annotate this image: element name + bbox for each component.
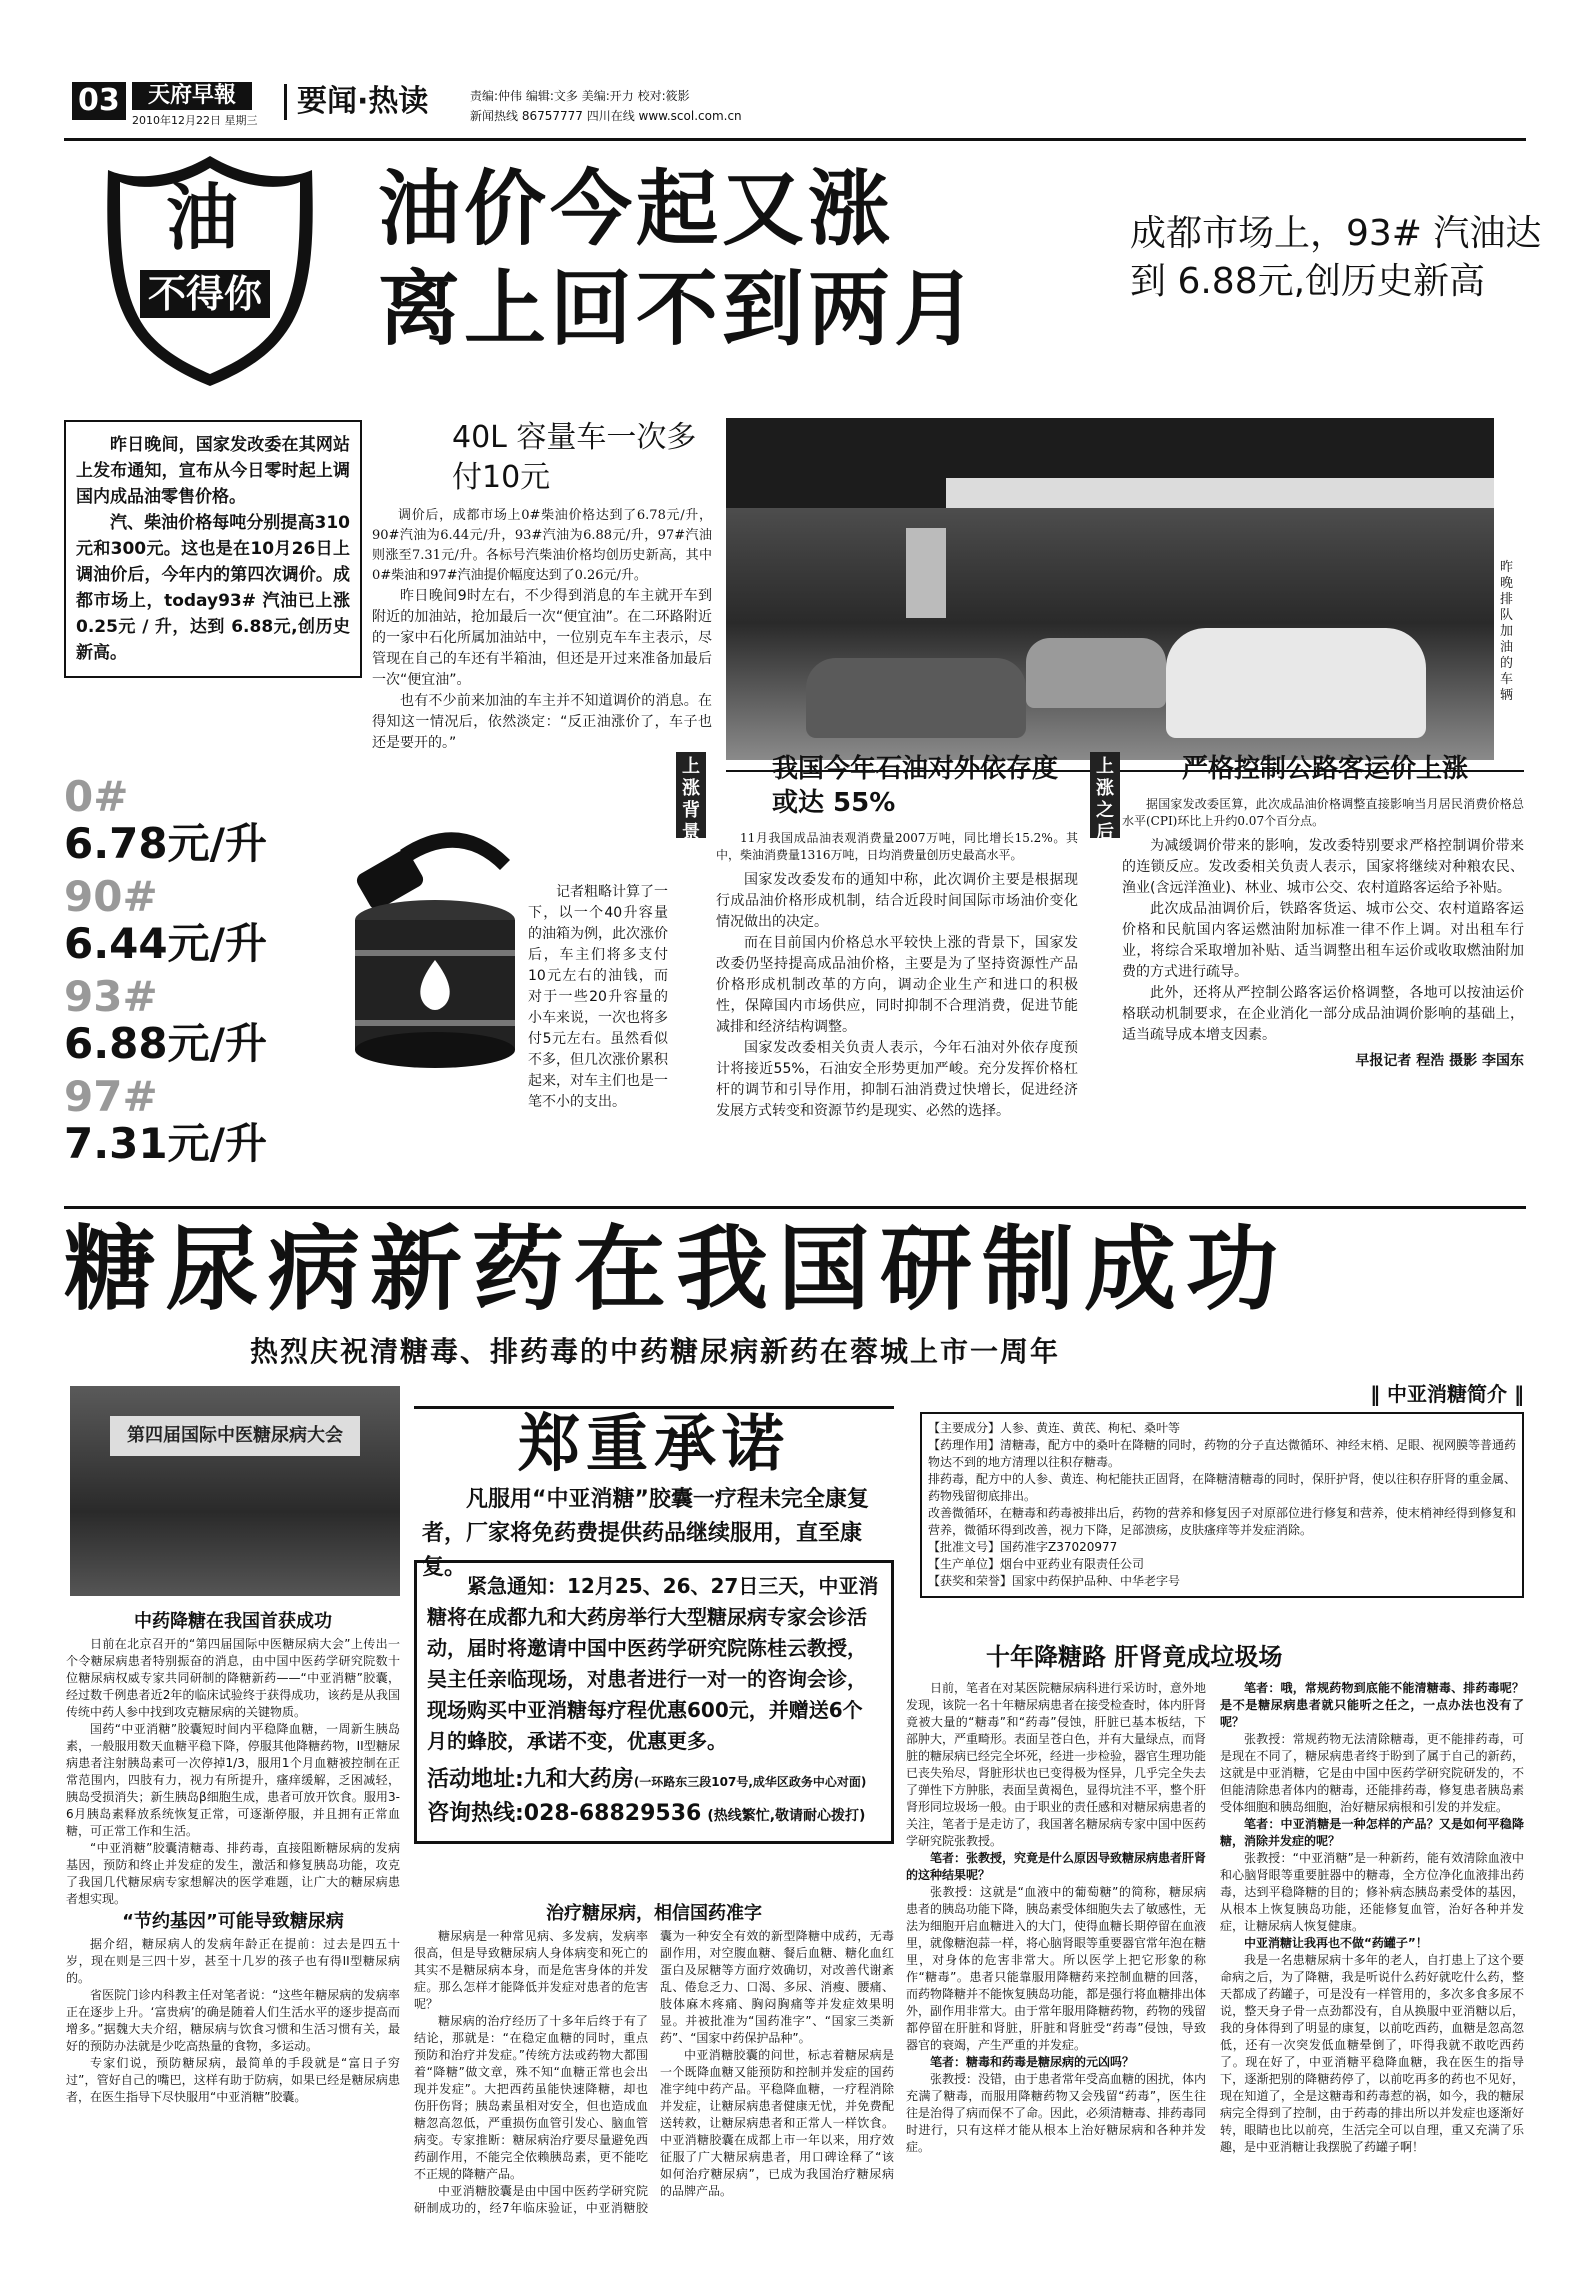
column-paragraph: 据介绍，糖尿病人的发病年龄正在提前：过去是四五十岁，现在则是三四十岁，甚至十几岁的孩子也有得II型糖尿病的。 [66, 1937, 400, 1985]
headline-deck: 成都市场上，93# 汽油达到 6.88元,创历史新高 [1130, 213, 1542, 302]
intro-title: ‖ 中亚消糖简介 ‖ [1370, 1382, 1524, 1406]
oil-barrel-icon [340, 820, 530, 1070]
story3-paragraph: 此次成品油调价后，铁路客货运、城市公交、农村道路客运价格和民航国内客运燃油附加标准一律不作上调。对出租车行业，将综合采取增加补贴、适当调整出租车运价或收取燃油附加费的方式进行疏导。 [1122, 901, 1524, 980]
column-paragraph: 日前在北京召开的“第四届国际中医糖尿病大会”上传出一个令糖尿病患者特别振奋的消息，由中国中医药学研究院数十位糖尿病权威专家共同研制的降糖新药——“中亚消糖”胶囊，经过数千例患者近2年的临床试验终于获得成功，该药是从我国传统中药人参中找到攻克糖尿病的关键物质。 [66, 1637, 400, 1719]
price-value: 6.88元/升 [64, 1019, 267, 1068]
column-paragraph: 糖尿病是一种常见病、多发病，发病率很高，但是导致糖尿病人身体病变和死亡的其实不是糖尿病本身，而是危害身体的并发症。那么怎样才能降低并发症对患者的危害呢？ [414, 1929, 648, 2011]
section-title: 要闻·热读 [284, 84, 428, 120]
side-story-continued [528, 882, 668, 1113]
ad-column-3 [906, 1680, 1206, 2270]
ad-column-4 [1220, 1680, 1524, 2270]
ad-column-3-head-wrap [906, 1640, 1524, 1674]
intro-line: 【主要成分】人参、黄连、黄芪、枸杞、桑叶等 [928, 1421, 1181, 1435]
price-item [64, 1072, 267, 1169]
story2-headline: 我国今年石油对外依存度或达 55% [772, 754, 1059, 818]
product-intro [920, 1380, 1524, 1598]
column-question: 笔者：糖毒和药毒是糖尿病的元凶吗？ [930, 2055, 1135, 2069]
newspaper-logo: 天府早報 [132, 82, 252, 110]
byline: 早报记者 程浩 摄影 李国东 [1355, 1053, 1524, 1069]
ad-headline: 糖尿病新药在我国研制成功 [64, 1216, 1289, 1323]
headline-line-2: 离上回不到两月 [378, 262, 981, 357]
story-transport-prices [1122, 752, 1524, 1070]
conference-photo [70, 1386, 400, 1596]
intro-line: 【批准文号】国药准字Z37020977 [928, 1540, 1118, 1554]
column-paragraph: 张教授：没错，由于患者常年受高血糖的困扰，体内充满了糖毒，而服用降糖药物又会残留“药毒”，医生往往是治得了病而保不了命。因此，必须清糖毒、排药毒同时进行，只有这样才能从根本上治好糖尿病和各种并发症。 [906, 2072, 1206, 2154]
photo-caption: 昨晚排队加油的车辆 [1500, 560, 1514, 703]
column-paragraph: 中亚消糖胶囊是由中国中医药学研究院研制成功的，经7年临床验证，中亚消糖胶囊为一种安全有效的新型降糖中成药，无毒副作用，对空腹血糖、餐后血糖、糖化血红蛋白及尿糖等方面疗效确切，对改善代谢紊乱、倦怠乏力、口渴、多尿、消瘦、腰痛、肢体麻木疼痛、胸闷胸痛等并发症效果明显。并被批准为“国药准字”、“国家三类新药”、“国家中药保护品种”。 [414, 1929, 894, 2215]
price-value: 7.31元/升 [64, 1119, 267, 1168]
top-rule [64, 138, 1526, 141]
address-detail: (一环路东三段107号,成华区政务中心对面) [633, 1775, 867, 1789]
story3-paragraph: 为减缓调价带来的影响，发改委特别要求严格控制调价带来的连锁反应。发改委相关负责人表示，国家将继续对种粮农民、渔业(含远洋渔业)、林业、城市公交、农村道路客运给予补贴。 [1122, 838, 1524, 896]
ad-column-1 [66, 1608, 400, 2268]
emergency-notice [414, 1560, 894, 1844]
story3-paragraph: 此外，还将从严控制公路客运价格调整，各地可以按油运价格联动机制要求，在企业消化一部分成品油调价影响的基础上，适当疏导成本增支因素。 [1122, 985, 1524, 1043]
story3-headline: 严格控制公路客运价上涨 [1182, 754, 1469, 784]
column-paragraph: 日前，笔者在对某医院糖尿病科进行采访时，意外地发现，该院一名十年糖尿病患者在接受检查时，体内肝肾竟被大量的“糖毒”和“药毒”侵蚀，肝脏已基本板结，下部肿大，严重畸形。表面呈苍白色，并有大量绿点，而肾脏的糖尿病已经完全坏死，经进一步检验，器官生理功能已丧失殆尽，肾脏形状也已变得极为怪异，几乎完全失去了弹性下方肿胀，表面呈黄褐色，显得坑洼不平，整个肝肾形同垃圾场一般。由于职业的责任感和对糖尿病患者的关注，笔者于是走访了，我国著名糖尿病专家中国中医药学研究院张教授。 [906, 1681, 1206, 1848]
column-paragraph: 国药“中亚消糖”胶囊短时间内平稳降血糖，一周新生胰岛素，一般服用数天血糖平稳下降，停服其他降糖药物，II型糖尿病患者注射胰岛素可一次停掉1/3，服用1个月血糖被控制在正常范围内，四肢有力，视力有所提升，瘙痒缓解，乏困减轻，胰岛受损消失；新生胰岛β细胞生成，患者可放开饮食。服用3-6月胰岛素释放系统恢复正常，可逐渐停服，并且拥有正常血糖，可正常工作和生活。 [66, 1722, 400, 1838]
notice-text: 紧急通知：12月25、26、27日三天，中亚消糖将在成都九和大药房举行大型糖尿病专家会诊活动，届时将邀请中国中医药学研究院陈桂云教授，吴主任亲临现场，对患者进行一对一的咨询会诊，现场购买中亚消糖每疗程优惠600元，并赠送6个月的蜂胶，承诺不变，优惠更多。 [427, 1574, 879, 1753]
column-paragraph: “中亚消糖”胶囊清糖毒、排药毒，直接阻断糖尿病的发病基因，预防和终止并发症的发生，激活和修复胰岛功能，攻克了我国几代糖尿病专家想解决的医学难题，让广大的糖尿病患者想实现。 [66, 1841, 400, 1906]
story2-paragraph: 而在目前国内价格总水平较快上涨的背景下，国家发改委仍坚持提高成品油价格，主要是为了坚持资源性产品价格形成机制改革的方向，调动企业生产和进口的积极性，保障国内市场供应，同时抑制不合理消费，促进节能减排和经济结构调整。 [716, 935, 1078, 1035]
lead-paragraph: 汽、柴油价格每吨分别提高310元和300元。这也是在10月26日上调油价后，今年内的第四次调价。成都市场上，today93# 汽油已上涨 0.25元 / 升，达到 6.88元,创历史新高。 [76, 513, 350, 663]
hotline-line: 新闻热线 86757777 四川在线 www.scol.com.cn [470, 109, 742, 123]
price-code: 93# [64, 972, 158, 1021]
intro-box [920, 1412, 1524, 1598]
side-story [372, 418, 712, 754]
column-paragraph: 中亚消糖胶囊的问世，标志着糖尿病是一个既降血糖又能预防和控制并发症的国药准字纯中药产品。平稳降血糖，一疗程消除并发症，让糖尿病患者健康无忧，并免费配送转救，让糖尿病患者和正常人一样饮食。中亚消糖胶囊在成都上市一年以来，用疗效征服了广大糖尿病患者，用口碑诠释了“该如何治疗糖尿病”，已成为我国治疗糖尿病的品牌产品。 [660, 2048, 894, 2198]
address-line [427, 1765, 881, 1797]
lead-summary [64, 420, 362, 678]
phone-line [427, 1797, 881, 1833]
oil-badge [100, 150, 320, 390]
gas-station-photo [726, 418, 1494, 760]
tag-after: 上涨之后 [1090, 752, 1120, 838]
promise-text: 凡服用“中亚消糖”胶囊一疗程未完全康复者，厂家将免药费提供药品继续服用，直至康复。 [422, 1487, 869, 1580]
staff-credits [470, 86, 742, 126]
column-paragraph: 省医院门诊内科教主任对笔者说：“这些年糖尿病的发病率正在逐步上升。‘富贵病’的确是随着人们生活水平的逐步提高而增多。”据魏大夫介绍，糖尿病与饮食习惯和生活习惯有关，最好的预防办法就是少吃高热量的食物，多运动。 [66, 1988, 400, 2053]
column-question: 笔者：哦，常规药物到底能不能清糖毒、排药毒呢？是不是糖尿病患者就只能听之任之，一点办法也没有了呢？ [1220, 1681, 1524, 1729]
side-story-paragraph: 调价后，成都市场上0#柴油价格达到了6.78元/升，90#汽油为6.44元/升，93#汽油为6.88元/升，97#汽油则涨至7.31元/升。各标号汽柴油价格均创历史新高，其中0#柴油和97#汽油提价幅度达到了0.26元/升。 [372, 508, 712, 583]
column-paragraph: 张教授：“中亚消糖”是一种新药，能有效清除血液中和心脑肾眼等重要脏器中的糖毒，全方位净化血液排出药毒，达到平稳降糖的目的；修补病态胰岛素受体的基因，从根本上恢复胰岛功能，还能修复血管，治好各种并发症，让糖尿病人恢复健康。 [1220, 1851, 1524, 1933]
price-code: 0# [64, 772, 129, 821]
headline-line-1: 油价今起又涨 [378, 162, 895, 257]
oil-barrel-illustration [340, 820, 530, 1070]
ad-subheadline: 热烈庆祝清糖毒、排药毒的中药糖尿病新药在蓉城上市一周年 [250, 1335, 1061, 1368]
price-code: 90# [64, 872, 158, 921]
price-list [64, 772, 267, 1175]
phone-note: (热线繁忙,敬请耐心拨打) [707, 1808, 866, 1824]
page-number: 03 [72, 82, 126, 120]
address-label: 活动地址:九和大药房 [427, 1767, 634, 1792]
price-code: 97# [64, 1072, 158, 1121]
issue-date: 2010年12月22日 星期三 [132, 114, 258, 127]
section-rule [64, 1206, 1526, 1209]
column-headline: “节约基因”可能导致糖尿病 [122, 1911, 344, 1932]
intro-line: 【获奖和荣誉】国家中药保护品种、中华老字号 [928, 1574, 1181, 1588]
column-headline: 治疗糖尿病，相信国药准字 [546, 1903, 762, 1924]
column-paragraph: 专家们说，预防糖尿病，最简单的手段就是“富日子穷过”，管好自己的嘴巴，这样有助于防病，如果已经是糖尿病患者，在医生指导下尽快服用“中亚消糖”胶囊。 [66, 2056, 400, 2104]
headline-oil [378, 160, 980, 360]
side-story-paragraph: 记者粗略计算了一下，以一个40升容量的油箱为例，此次涨价后，车主们将多支付10元左右的油钱，而对于一些20升容量的小车来说，一次也将多付5元左右。虽然看似不多，但几次涨价累积起来，对车主们也是一笔不小的支出。 [528, 884, 668, 1110]
column-paragraph: 张教授：常规药物无法清除糖毒，更不能排药毒，可是现在不同了，糖尿病患者终于盼到了属于自己的新药，这就是中亚消糖，它是由中国中医药学研究院研发的，不但能清除患者体内的糖毒，还能排药毒，修复患者胰岛素受体细胞和胰岛细胞，治好糖尿病根和引发的并发症。 [1220, 1732, 1524, 1814]
tag-background: 上涨背景 [676, 752, 706, 838]
story-oil-dependency [716, 752, 1078, 1122]
intro-line: 【药理作用】清糖毒，配方中的桑叶在降糖的同时，药物的分子直达微循环、神经末梢、足眼、视网膜等普通药物达不到的地方清理以往积存糖毒。 [928, 1438, 1517, 1469]
badge-big-char: 油 [166, 176, 239, 260]
ad-column-2 [414, 1900, 894, 2270]
lead-paragraph: 昨日晚间，国家发改委在其网站上发布通知，宣布从今日零时起上调国内成品油零售价格。 [76, 435, 350, 507]
staff-line: 责编:仲伟 编辑:文多 美编:开力 校对:筱影 [470, 89, 690, 103]
side-story-paragraph: 也有不少前来加油的车主并不知道调价的消息。在得知这一情况后，依然淡定：“反正油涨价了，车子也还是要开的。” [372, 693, 712, 751]
side-story-paragraph: 昨日晚间9时左右，不少得到消息的车主就开车到附近的加油站，抢加最后一次“便宜油”。在二环路附近的一家中石化所属加油站中，一位别克车车主表示，尽管现在自己的车还有半箱油，但还是开过来准备加最后一次“便宜油”。 [372, 588, 712, 688]
price-item [64, 872, 267, 969]
column-2-body [414, 1928, 894, 2217]
side-story-headline: 40L 容量车一次多付10元 [452, 420, 697, 495]
intro-line: 改善微循环，在糖毒和药毒被排出后，药物的营养和修复因子对原部位进行修复和营养，使末梢神经得到修复和营养，微循环得到改善，视力下降，足部溃疡，皮肤瘙痒等并发症消除。 [928, 1506, 1517, 1537]
story2-intro: 11月我国成品油表观消费量2007万吨，同比增长15.2%。其中，柴油消费量1316万吨，日均消费量创历史最高水平。 [716, 831, 1078, 862]
story2-paragraph: 国家发改委相关负责人表示，今年石油对外依存度预计将接近55%，石油安全形势更加严峻。充分发挥价格杠杆的调节和引导作用，抑制石油消费过快增长，促进经济发展方式转变和资源节约是现实、必然的选择。 [716, 1040, 1078, 1119]
price-value: 6.78元/升 [64, 819, 267, 868]
column-headline: 十年降糖路 肝肾竟成垃圾场 [986, 1643, 1283, 1671]
column-headline: 中药降糖在我国首获成功 [134, 1611, 332, 1632]
column-question: 笔者：中亚消糖是一种怎样的产品？又是如何平稳降糖，消除并发症的呢？ [1220, 1817, 1524, 1848]
column-paragraph: 糖尿病的治疗经历了十多年后终于有了结论，那就是：“在稳定血糖的同时，重点预防和治疗并发症。”传统方法或药物大都围着“降糖”做文章，殊不知“血糖正常也会出现并发症”。大把西药虽能快速降糖，却也伤肝伤肾；胰岛素虽相对安全，但也造成血糖忽高忽低，严重损伤血管引发心、脑血管病变。专家推断：糖尿病治疗要尽量避免西药副作用，不能完全依赖胰岛素，更不能吃不正规的降糖产品。 [414, 2014, 648, 2181]
column-paragraph: 我是一名患糖尿病十多年的老人，自打患上了这个要命病之后，为了降糖，我是听说什么药好就吃什么药，整天都成了药罐子，可是没有一样管用的，多次多食多尿不说，整天身子骨一点劲都没有，自从换服中亚消糖以后，我的身体得到了明显的康复，以前吃西药，血糖是忽高忽低，还有一次突发低血糖晕倒了，吓得我就不敢吃西药了。现在好了，中亚消糖平稳降血糖，我在医生的指导下，逐渐把别的降糖药停了，以前吃再多的药也不见好，现在知道了，全是这糖毒和药毒惹的祸，如今，我的糖尿病完全得到了控制，由于药毒的排出所以并发症也逐渐好转，眼睛也比以前亮，生活完全可以自理，重又充满了乐趣，是中亚消糖让我摆脱了药罐子啊！ [1220, 1953, 1524, 2154]
price-item [64, 772, 267, 869]
story2-paragraph: 国家发改委发布的通知中称，此次调价主要是根据现行成品油价格形成机制，结合近段时间国际市场油价变化情况做出的决定。 [716, 872, 1078, 930]
promise-title: 郑重承诺 [414, 1406, 894, 1479]
price-value: 6.44元/升 [64, 919, 267, 968]
column-question: 笔者：张教授，究竟是什么原因导致糖尿病患者肝肾的这种结果呢？ [906, 1851, 1206, 1882]
badge-small-text: 不得你 [140, 270, 270, 318]
phone-label: 咨询热线:028-68829536 [427, 1801, 702, 1826]
story3-intro: 据国家发改委匡算，此次成品油价格调整直接影响当月居民消费价格总水平(CPI)环比上升约0.07个百分点。 [1122, 797, 1524, 828]
conference-banner: 第四届国际中医糖尿病大会 [110, 1416, 360, 1456]
intro-line: 【生产单位】烟台中亚药业有限责任公司 [928, 1557, 1145, 1571]
intro-line: 排药毒，配方中的人参、黄连、枸杞能扶正固肾，在降糖清糖毒的同时，保肝护肾，使以往积存肝肾的重金属、药物残留彻底排出。 [928, 1472, 1517, 1503]
price-item [64, 972, 267, 1069]
column-question: 中亚消糖让我再也不做“药罐子”！ [1244, 1936, 1428, 1950]
column-paragraph: 张教授：这就是“血液中的葡萄糖”的简称，糖尿病患者的胰岛功能下降，胰岛素受体细胞失去了敏感性，无法为细胞开启血糖进入的大门，使得血糖长期停留在血液里，就像糖泡蒜一样，将心脑肾眼等重要器官常年泡在糖里，对身体的危害非常大。所以医学上把它形象的称作“糖毒”。患者只能靠服用降糖药来控制血糖的回落，而药物降糖并不能恢复胰岛功能，都是强行将血糖排出体外，副作用非常大。由于常年服用降糖药物，药物的残留都停留在肝脏和肾脏，肝脏和肾脏受“药毒”侵蚀，导致器官的衰竭，产生严重的并发症。 [906, 1885, 1206, 2052]
